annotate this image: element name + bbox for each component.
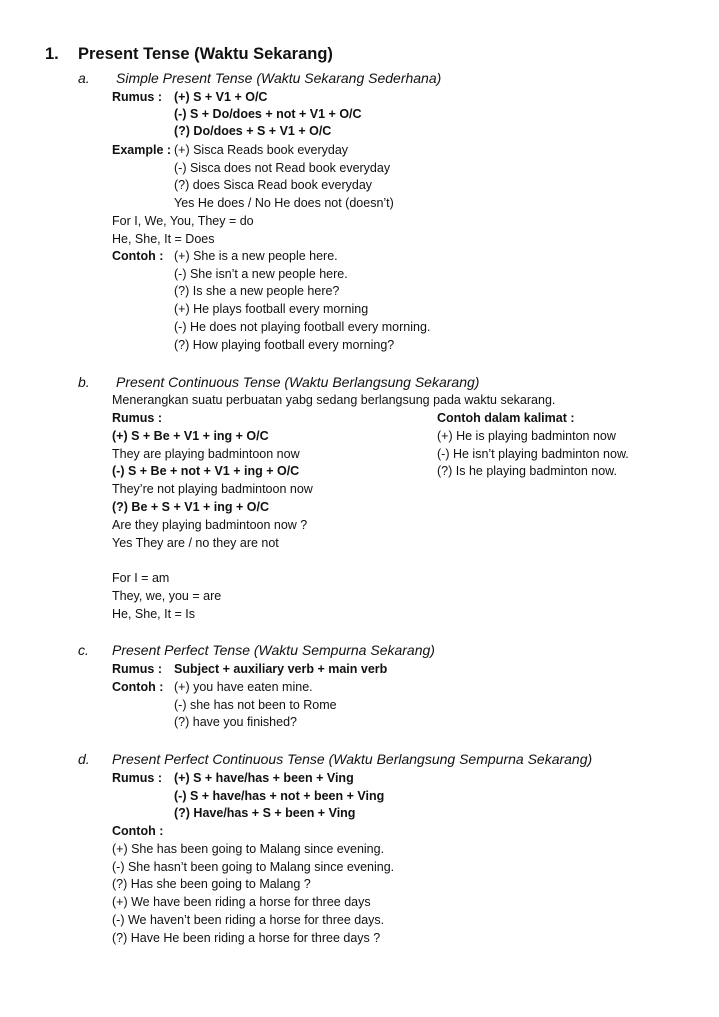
a-contoh-line: (+) She is a new people here. [174,249,338,263]
subsection-d-title: Present Perfect Continuous Tense (Waktu Berlangsung Sempurna Sekarang) [112,751,593,767]
d-contoh-line: (-) We haven’t been riding a horse for three days. [112,913,385,927]
d-contoh-line: (-) She hasn’t been going to Malang since evening. [112,860,395,874]
b-rumus-line: (+) S + Be + V1 + ing + O/C [112,429,269,443]
c-contoh-line: (-) she has not been to Rome [174,698,337,712]
b-example-line: They are playing badmintoon now [112,447,300,461]
a-contoh-line: (-) She isn’t a new people here. [174,267,348,281]
b-rumus-line: (?) Be + S + V1 + ing + O/C [112,500,269,514]
c-contoh-line: (+) you have eaten mine. [174,680,313,694]
a-contoh-line: (?) How playing football every morning? [174,338,395,352]
a-example-label: Example : [112,143,172,157]
a-note-line: He, She, It = Does [112,232,215,246]
section-title: Present Tense (Waktu Sekarang) [78,45,333,63]
c-rumus-line: Subject + auxiliary verb + main verb [174,662,388,676]
a-rumus-label: Rumus : [112,90,162,104]
a-rumus-line: (+) S + V1 + O/C [174,90,268,104]
d-contoh-line: (?) Have He been riding a horse for three days ? [112,931,381,945]
b-example-line: Are they playing badmintoon now ? [112,518,308,532]
d-rumus-line: (?) Have/has + S + been + Ving [174,806,356,820]
b-example-line: They’re not playing badmintoon now [112,482,313,496]
b-contoh-line: (-) He isn’t playing badminton now. [437,447,629,461]
a-example-line: (?) does Sisca Read book everyday [174,178,373,192]
d-contoh-line: (+) We have been riding a horse for three days [112,895,371,909]
subsection-b-letter: b. [78,374,90,390]
b-contoh-label: Contoh dalam kalimat : [437,411,575,425]
d-rumus-label: Rumus : [112,771,162,785]
a-example-line: (+) Sisca Reads book everyday [174,143,349,157]
b-rumus-line: (-) S + Be + not + V1 + ing + O/C [112,464,300,478]
b-note-line: For I = am [112,571,170,585]
c-contoh-label: Contoh : [112,680,164,694]
a-contoh-line: (+) He plays football every morning [174,302,369,316]
a-rumus-line: (?) Do/does + S + V1 + O/C [174,124,332,138]
a-note-line: For I, We, You, They = do [112,214,254,228]
b-note-line: He, She, It = Is [112,607,196,621]
b-contoh-line: (+) He is playing badminton now [437,429,616,443]
a-contoh-line: (?) Is she a new people here? [174,284,340,298]
d-contoh-line: (+) She has been going to Malang since evening. [112,842,385,856]
a-example-line: (-) Sisca does not Read book everyday [174,161,391,175]
a-rumus-line: (-) S + Do/does + not + V1 + O/C [174,107,362,121]
section-number: 1. [45,45,59,63]
c-rumus-label: Rumus : [112,662,162,676]
a-contoh-label: Contoh : [112,249,164,263]
subsection-a-letter: a. [78,70,90,86]
a-contoh-line: (-) He does not playing football every morning. [174,320,431,334]
subsection-c-title: Present Perfect Tense (Waktu Sempurna Sekarang) [112,642,435,658]
subsection-d-letter: d. [78,751,90,767]
d-contoh-label: Contoh : [112,824,164,838]
b-rumus-label: Rumus : [112,411,162,425]
d-rumus-line: (+) S + have/has + been + Ving [174,771,354,785]
b-example-line: Yes They are / no they are not [112,536,279,550]
a-example-line: Yes He does / No He does not (doesn’t) [174,196,394,210]
b-description: Menerangkan suatu perbuatan yabg sedang berlangsung pada waktu sekarang. [112,393,556,407]
c-contoh-line: (?) have you finished? [174,715,297,729]
d-contoh-line: (?) Has she been going to Malang ? [112,877,311,891]
b-note-line: They, we, you = are [112,589,222,603]
subsection-a-title: Simple Present Tense (Waktu Sekarang Sederhana) [116,70,442,86]
d-rumus-line: (-) S + have/has + not + been + Ving [174,789,385,803]
subsection-c-letter: c. [78,642,89,658]
subsection-b-title: Present Continuous Tense (Waktu Berlangsung Sekarang) [116,374,480,390]
b-contoh-line: (?) Is he playing badminton now. [437,464,617,478]
